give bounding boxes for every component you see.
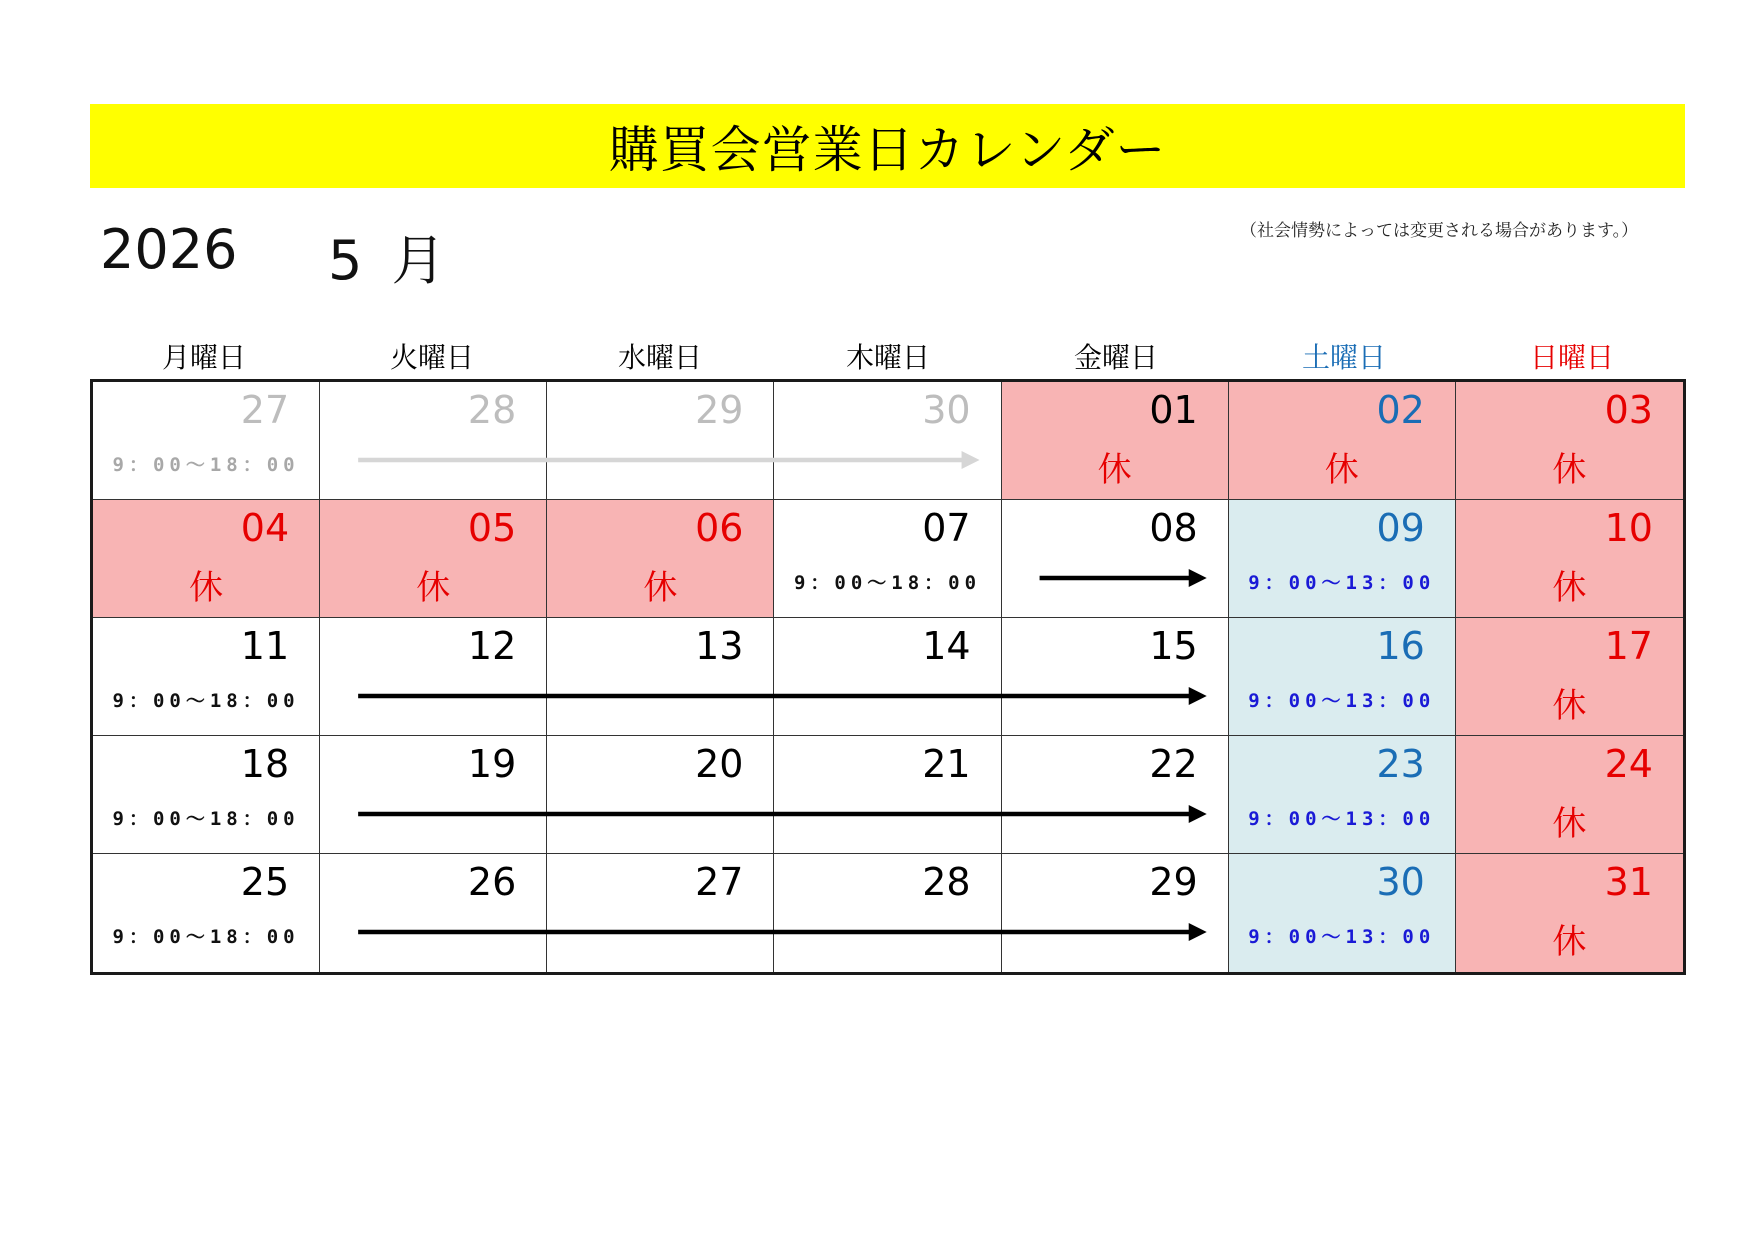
business-hours: 9：00～18：00 [112,808,300,830]
day-cell [320,618,547,736]
day-number: 29 [1149,860,1198,904]
day-number: 10 [1604,506,1653,550]
day-cell [93,382,320,500]
day-number: 29 [695,388,744,432]
day-number: 13 [695,624,744,668]
business-hours: 9：00～13：00 [1248,690,1436,712]
day-number: 17 [1604,624,1653,668]
day-number: 31 [1604,860,1653,904]
day-number: 12 [467,624,517,668]
day-cell [320,500,547,618]
day-cell [774,618,1001,736]
day-number: 01 [1149,388,1198,432]
page-title: 購買会営業日カレンダー [608,121,1167,179]
day-number: 22 [1149,742,1198,786]
day-number: 03 [1604,388,1653,432]
day-cell [93,736,320,854]
day-number: 26 [467,860,517,904]
closed-mark: 休 [643,568,678,608]
day-cell [320,382,547,500]
weekday-tue: 火曜日 [389,341,474,374]
day-cell [547,382,774,500]
day-number: 04 [240,506,290,550]
day-cell [1002,854,1229,972]
business-hours: 9：00～13：00 [1248,808,1436,830]
closed-mark: 休 [416,568,451,608]
closed-mark: 休 [1552,804,1587,844]
day-number: 20 [695,742,744,786]
closed-mark: 休 [1097,450,1132,490]
day-number: 25 [240,860,290,904]
day-cell [1456,618,1683,736]
day-cell [547,736,774,854]
day-number: 18 [240,742,290,786]
day-cell [93,500,320,618]
calendar-grid [90,379,1686,975]
day-cell [1456,500,1683,618]
business-hours: 9：00～18：00 [793,572,982,594]
closed-mark: 休 [1552,568,1587,608]
disclaimer-note: （社会情勢によっては変更される場合があります。） [1240,221,1639,241]
closed-mark: 休 [1552,450,1587,490]
closed-mark: 休 [1552,922,1587,962]
closed-mark: 休 [189,568,224,608]
weekday-mon: 月曜日 [161,341,246,374]
day-number: 08 [1149,506,1198,550]
closed-mark: 休 [1552,686,1587,726]
day-cell [547,618,774,736]
weekday-wed: 水曜日 [617,341,702,374]
day-cell [1456,736,1683,854]
weekday-header [90,336,1686,380]
day-cell [1456,854,1683,972]
day-number: 16 [1376,624,1425,668]
day-number: 27 [695,860,744,904]
weekday-thu: 木曜日 [845,341,930,374]
year-label: 2026 [100,218,238,281]
day-cell [1002,618,1229,736]
day-number: 30 [1376,860,1425,904]
day-number: 05 [467,506,517,550]
day-cell [93,854,320,972]
month-label: 5 月 [328,229,452,292]
day-number: 21 [922,742,971,786]
day-cell [1229,500,1456,618]
day-number: 02 [1376,388,1425,432]
day-cell [774,382,1001,500]
day-cell [1002,382,1229,500]
business-hours: 9：00～13：00 [1248,572,1436,594]
day-number: 15 [1149,624,1198,668]
day-number: 06 [695,506,744,550]
day-cell [1229,618,1456,736]
day-cell [774,736,1001,854]
day-cell [547,500,774,618]
day-cell [547,854,774,972]
weekday-fri: 金曜日 [1073,341,1158,374]
day-number: 28 [922,860,971,904]
day-number: 23 [1376,742,1425,786]
day-number: 27 [240,388,290,432]
day-number: 30 [922,388,971,432]
day-number: 19 [467,742,517,786]
day-cell [1002,736,1229,854]
title-banner [90,104,1685,188]
day-cell [1002,500,1229,618]
day-number: 11 [240,624,290,668]
business-hours: 9：00～18：00 [112,690,300,712]
day-number: 24 [1604,742,1653,786]
day-cell [320,854,547,972]
business-hours: 9：00～13：00 [1248,926,1436,948]
weekday-sat: 土曜日 [1301,341,1386,374]
business-hours: 9：00～18：00 [112,454,300,476]
day-number: 07 [922,506,971,550]
day-cell [1456,382,1683,500]
day-cell [774,500,1001,618]
day-number: 09 [1376,506,1425,550]
day-cell [1229,382,1456,500]
day-cell [320,736,547,854]
closed-mark: 休 [1324,450,1359,490]
weekday-sun: 日曜日 [1529,341,1614,374]
day-cell [93,618,320,736]
day-cell [1229,854,1456,972]
business-hours: 9：00～18：00 [112,926,300,948]
day-cell [1229,736,1456,854]
day-number: 28 [467,388,517,432]
day-cell [774,854,1001,972]
day-number: 14 [922,624,971,668]
